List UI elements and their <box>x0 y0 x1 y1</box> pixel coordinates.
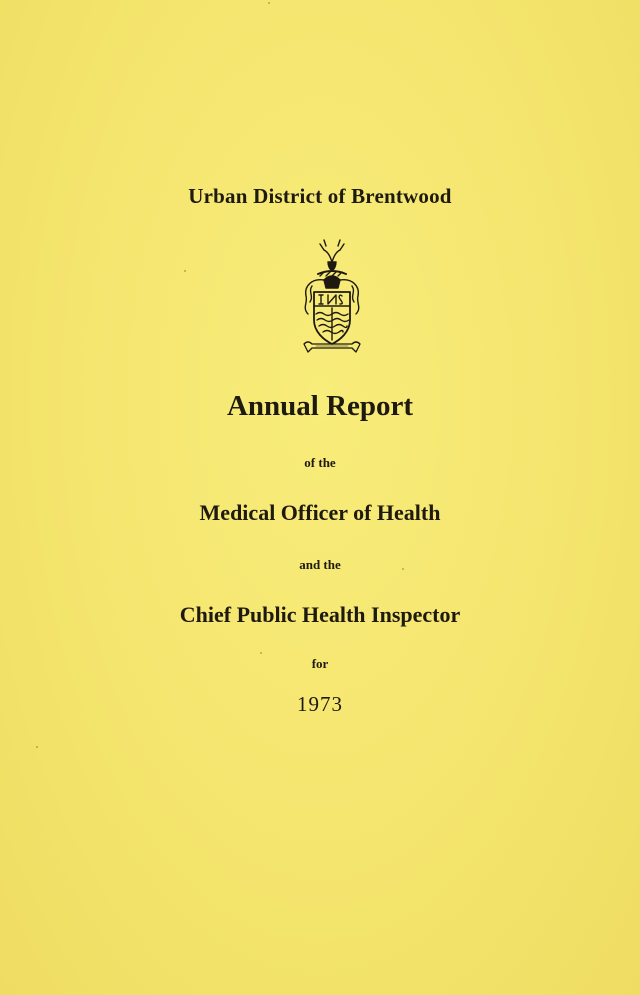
district-heading: Urban District of Brentwood <box>188 184 452 208</box>
officer-heading: Medical Officer of Health <box>199 500 441 525</box>
connector-for: for <box>311 656 329 671</box>
connector-and-the: and the <box>299 557 341 572</box>
paper-speck <box>184 270 186 272</box>
paper-speck <box>402 568 404 570</box>
inspector-heading: Chief Public Health Inspector <box>179 602 461 627</box>
report-title: Annual Report <box>226 390 414 422</box>
coat-of-arms-icon <box>294 236 370 358</box>
paper-speck <box>260 652 262 654</box>
connector-of-the: of the <box>304 455 336 470</box>
paper-speck <box>36 746 38 748</box>
paper-speck <box>268 2 270 4</box>
report-year: 1973 <box>297 692 343 716</box>
